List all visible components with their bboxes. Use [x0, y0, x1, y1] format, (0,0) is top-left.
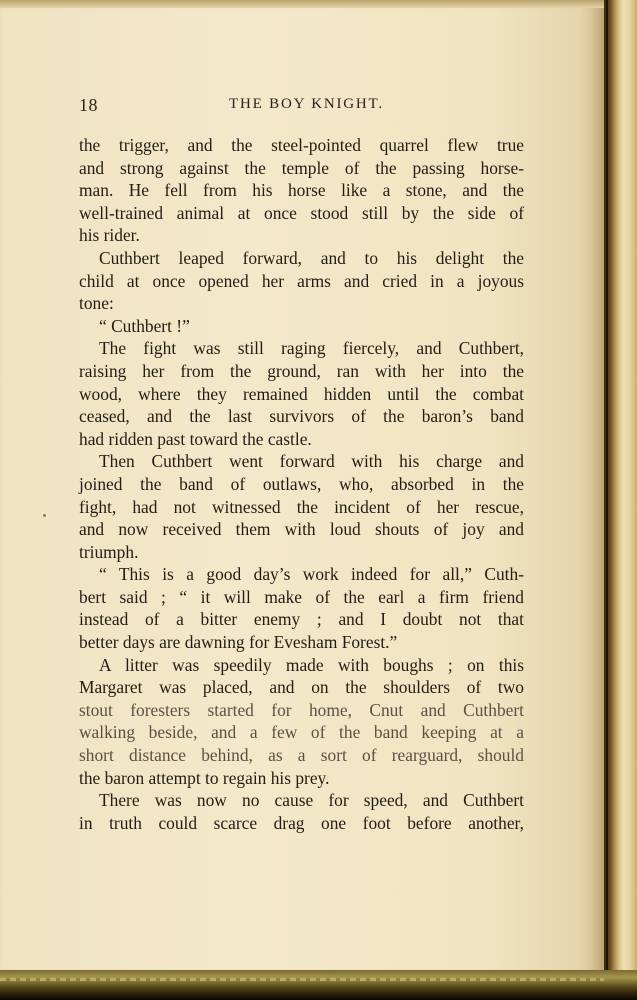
text-line: triumph.	[79, 541, 139, 562]
text-line: instead of a bitter enemy ; and I doubt not that	[79, 609, 524, 630]
text-line: Then Cuthbert went forward with his charge and	[99, 451, 524, 472]
text-line: child at once opened her arms and cried in a joyous	[79, 270, 524, 291]
text-line: tone:	[79, 293, 114, 314]
text-line: Margaret was placed, and on the shoulders of two	[79, 677, 524, 698]
text-line: fight, had not witnessed the incident of her rescue,	[79, 496, 524, 517]
margin-speck	[43, 514, 46, 517]
page-header	[79, 95, 524, 117]
text-line: man. He fell from his horse like a stone, and the	[79, 180, 524, 201]
text-line: and strong against the temple of the passing horse-	[79, 157, 524, 178]
page-bottom-stripe	[0, 978, 604, 981]
text-line: better days are dawning for Evesham Forest.”	[79, 632, 398, 653]
book-cover-edge	[604, 0, 637, 1000]
text-line: bert said ; “ it will make of the earl a firm friend	[79, 586, 524, 607]
text-line: in truth could scarce drag one foot before another,	[79, 812, 524, 833]
text-line: “ Cuthbert !”	[99, 315, 190, 336]
text-line: raising her from the ground, ran with her into the	[79, 360, 524, 381]
text-line: ceased, and the last survivors of the baron’s band	[79, 406, 524, 427]
text-line: “ This is a good day’s work indeed for all,” Cuth-	[99, 564, 524, 585]
page-body-text	[79, 134, 524, 834]
text-line: The fight was still raging fiercely, and Cuthbert,	[99, 338, 524, 359]
text-line: stout foresters started for home, Cnut and Cuthbert	[79, 699, 524, 720]
text-line: well-trained animal at once stood still by the side of	[79, 202, 524, 223]
page-gutter-shadow	[606, 0, 608, 1000]
text-line: and now received them with loud shouts of joy and	[79, 519, 524, 540]
running-title: THE BOY KNIGHT.	[229, 96, 384, 112]
page-top-edge	[0, 0, 604, 8]
page-number: 18	[79, 95, 98, 115]
text-line: had ridden past toward the castle.	[79, 428, 312, 449]
text-line: the trigger, and the steel-pointed quarrel flew true	[79, 135, 524, 155]
text-line: his rider.	[79, 225, 140, 246]
text-line: joined the band of outlaws, who, absorbed in the	[79, 473, 524, 494]
text-line: A litter was speedily made with boughs ; on this	[99, 654, 524, 675]
text-line: the baron attempt to regain his prey.	[79, 767, 330, 788]
book-bottom-edge	[0, 970, 637, 1000]
text-line: short distance behind, as a sort of rearguard, should	[79, 745, 524, 766]
text-line: There was now no cause for speed, and Cuthbert	[99, 790, 524, 811]
text-line: wood, where they remained hidden until the combat	[79, 383, 524, 404]
text-line: Cuthbert leaped forward, and to his delight the	[99, 247, 524, 268]
text-line: walking beside, and a few of the band keeping at a	[79, 722, 524, 743]
